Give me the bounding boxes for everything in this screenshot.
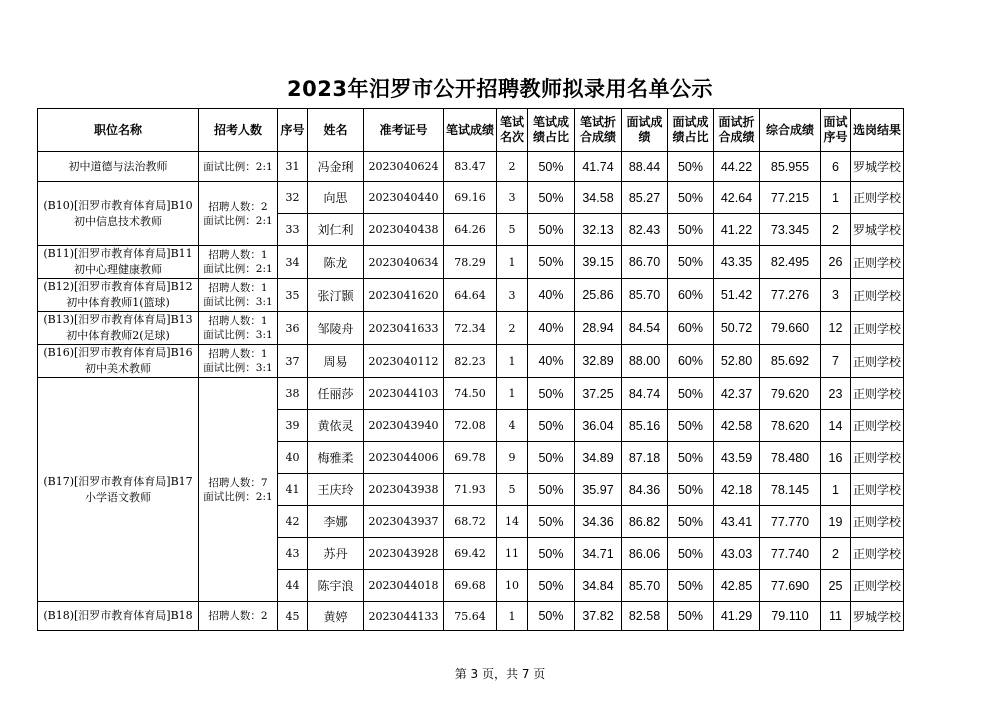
result-cell: 正则学校 [851, 442, 904, 474]
interview-ratio-cell: 60% [668, 312, 714, 345]
written-weighted-cell: 32.89 [575, 345, 622, 378]
result-cell: 正则学校 [851, 182, 904, 214]
interview-order-cell: 26 [821, 246, 851, 279]
interview-weighted-cell: 42.85 [714, 570, 760, 602]
result-cell: 正则学校 [851, 506, 904, 538]
name-cell: 周易 [308, 345, 364, 378]
header-interview-weighted: 面试折合成绩 [714, 109, 760, 152]
written-score-cell: 69.78 [444, 442, 497, 474]
header-row [38, 109, 904, 152]
recruit-cell: 招聘人数：1 面试比例：3:1 [199, 345, 278, 378]
table-row [38, 182, 904, 214]
written-score-cell: 72.08 [444, 410, 497, 442]
header-written-weighted: 笔试折合成绩 [575, 109, 622, 152]
ticket-cell: 2023040634 [364, 246, 444, 279]
name-cell: 苏丹 [308, 538, 364, 570]
header-interview-score: 面试成绩 [622, 109, 668, 152]
interview-order-cell: 3 [821, 279, 851, 312]
header-interview-order: 面试序号 [821, 109, 851, 152]
written-score-cell: 82.23 [444, 345, 497, 378]
written-score-cell: 75.64 [444, 602, 497, 631]
no-cell: 36 [278, 312, 308, 345]
page-title: 2023年汨罗市公开招聘教师拟录用名单公示 [287, 77, 713, 101]
position-cell: (B17)[汨罗市教育体育局]B17小学语文教师 [38, 378, 199, 602]
name-cell: 黄婷 [308, 602, 364, 631]
header-result: 选岗结果 [851, 109, 904, 152]
interview-ratio-cell: 50% [668, 152, 714, 182]
interview-score-cell: 84.74 [622, 378, 668, 410]
no-cell: 39 [278, 410, 308, 442]
interview-order-cell: 14 [821, 410, 851, 442]
interview-weighted-cell: 51.42 [714, 279, 760, 312]
total-cell: 79.660 [760, 312, 821, 345]
name-cell: 向思 [308, 182, 364, 214]
interview-weighted-cell: 52.80 [714, 345, 760, 378]
written-ratio-cell: 50% [528, 506, 575, 538]
result-cell: 正则学校 [851, 410, 904, 442]
written-weighted-cell: 37.82 [575, 602, 622, 631]
ticket-cell: 2023044018 [364, 570, 444, 602]
total-cell: 77.215 [760, 182, 821, 214]
interview-score-cell: 84.36 [622, 474, 668, 506]
result-cell: 正则学校 [851, 570, 904, 602]
no-cell: 33 [278, 214, 308, 246]
header-written-score: 笔试成绩 [444, 109, 497, 152]
interview-score-cell: 85.70 [622, 279, 668, 312]
written-ratio-cell: 50% [528, 378, 575, 410]
name-cell: 刘仁利 [308, 214, 364, 246]
written-weighted-cell: 32.13 [575, 214, 622, 246]
interview-weighted-cell: 43.35 [714, 246, 760, 279]
total-cell: 77.690 [760, 570, 821, 602]
interview-weighted-cell: 43.41 [714, 506, 760, 538]
interview-score-cell: 82.43 [622, 214, 668, 246]
ticket-cell: 2023040112 [364, 345, 444, 378]
written-rank-cell: 1 [497, 378, 528, 410]
interview-weighted-cell: 43.03 [714, 538, 760, 570]
no-cell: 43 [278, 538, 308, 570]
written-ratio-cell: 50% [528, 182, 575, 214]
total-cell: 78.620 [760, 410, 821, 442]
total-cell: 73.345 [760, 214, 821, 246]
written-ratio-cell: 50% [528, 152, 575, 182]
result-cell: 罗城学校 [851, 602, 904, 631]
header-no: 序号 [278, 109, 308, 152]
written-weighted-cell: 34.89 [575, 442, 622, 474]
interview-weighted-cell: 42.37 [714, 378, 760, 410]
interview-weighted-cell: 43.59 [714, 442, 760, 474]
interview-order-cell: 25 [821, 570, 851, 602]
name-cell: 任丽莎 [308, 378, 364, 410]
interview-ratio-cell: 50% [668, 442, 714, 474]
recruit-cell: 招聘人数：1 面试比例：3:1 [199, 279, 278, 312]
header-interview-ratio: 面试成绩占比 [668, 109, 714, 152]
interview-ratio-cell: 60% [668, 345, 714, 378]
total-cell: 77.276 [760, 279, 821, 312]
header-written-ratio: 笔试成绩占比 [528, 109, 575, 152]
interview-weighted-cell: 42.64 [714, 182, 760, 214]
interview-ratio-cell: 50% [668, 602, 714, 631]
result-cell: 罗城学校 [851, 152, 904, 182]
position-cell: 初中道德与法治教师 [38, 152, 199, 182]
result-cell: 罗城学校 [851, 214, 904, 246]
total-cell: 85.692 [760, 345, 821, 378]
written-ratio-cell: 40% [528, 345, 575, 378]
interview-weighted-cell: 44.22 [714, 152, 760, 182]
written-score-cell: 71.93 [444, 474, 497, 506]
no-cell: 32 [278, 182, 308, 214]
no-cell: 31 [278, 152, 308, 182]
header-ticket: 准考证号 [364, 109, 444, 152]
written-ratio-cell: 40% [528, 312, 575, 345]
written-weighted-cell: 34.36 [575, 506, 622, 538]
written-ratio-cell: 50% [528, 442, 575, 474]
interview-order-cell: 2 [821, 538, 851, 570]
interview-ratio-cell: 50% [668, 214, 714, 246]
result-cell: 正则学校 [851, 279, 904, 312]
written-ratio-cell: 40% [528, 279, 575, 312]
interview-score-cell: 85.70 [622, 570, 668, 602]
name-cell: 梅雅柔 [308, 442, 364, 474]
results-table [37, 108, 904, 631]
interview-ratio-cell: 50% [668, 182, 714, 214]
table-row [38, 602, 904, 631]
interview-weighted-cell: 50.72 [714, 312, 760, 345]
written-rank-cell: 1 [497, 246, 528, 279]
written-ratio-cell: 50% [528, 214, 575, 246]
written-weighted-cell: 25.86 [575, 279, 622, 312]
ticket-cell: 2023043937 [364, 506, 444, 538]
position-cell: (B16)[汨罗市教育体育局]B16初中美术教师 [38, 345, 199, 378]
interview-ratio-cell: 50% [668, 506, 714, 538]
interview-score-cell: 88.00 [622, 345, 668, 378]
written-score-cell: 78.29 [444, 246, 497, 279]
no-cell: 41 [278, 474, 308, 506]
no-cell: 38 [278, 378, 308, 410]
interview-ratio-cell: 50% [668, 246, 714, 279]
interview-score-cell: 86.82 [622, 506, 668, 538]
header-written-rank: 笔试名次 [497, 109, 528, 152]
table-row [38, 246, 904, 279]
written-score-cell: 72.34 [444, 312, 497, 345]
ticket-cell: 2023044133 [364, 602, 444, 631]
interview-order-cell: 19 [821, 506, 851, 538]
ticket-cell: 2023043940 [364, 410, 444, 442]
interview-ratio-cell: 60% [668, 279, 714, 312]
interview-weighted-cell: 42.18 [714, 474, 760, 506]
interview-weighted-cell: 41.22 [714, 214, 760, 246]
written-weighted-cell: 28.94 [575, 312, 622, 345]
written-weighted-cell: 39.15 [575, 246, 622, 279]
header-total: 综合成绩 [760, 109, 821, 152]
table-row [38, 378, 904, 410]
ticket-cell: 2023040438 [364, 214, 444, 246]
written-weighted-cell: 34.58 [575, 182, 622, 214]
written-weighted-cell: 35.97 [575, 474, 622, 506]
result-cell: 正则学校 [851, 378, 904, 410]
interview-ratio-cell: 50% [668, 378, 714, 410]
written-score-cell: 68.72 [444, 506, 497, 538]
interview-score-cell: 86.70 [622, 246, 668, 279]
interview-ratio-cell: 50% [668, 538, 714, 570]
interview-order-cell: 11 [821, 602, 851, 631]
written-score-cell: 69.68 [444, 570, 497, 602]
total-cell: 78.480 [760, 442, 821, 474]
interview-score-cell: 84.54 [622, 312, 668, 345]
written-ratio-cell: 50% [528, 602, 575, 631]
result-cell: 正则学校 [851, 474, 904, 506]
written-score-cell: 64.64 [444, 279, 497, 312]
total-cell: 77.740 [760, 538, 821, 570]
name-cell: 邹陵舟 [308, 312, 364, 345]
written-weighted-cell: 37.25 [575, 378, 622, 410]
interview-ratio-cell: 50% [668, 570, 714, 602]
interview-weighted-cell: 42.58 [714, 410, 760, 442]
written-ratio-cell: 50% [528, 410, 575, 442]
no-cell: 45 [278, 602, 308, 631]
interview-score-cell: 88.44 [622, 152, 668, 182]
written-weighted-cell: 34.84 [575, 570, 622, 602]
written-score-cell: 74.50 [444, 378, 497, 410]
written-rank-cell: 1 [497, 345, 528, 378]
name-cell: 陈龙 [308, 246, 364, 279]
written-weighted-cell: 41.74 [575, 152, 622, 182]
interview-order-cell: 1 [821, 474, 851, 506]
ticket-cell: 2023041620 [364, 279, 444, 312]
position-cell: (B12)[汨罗市教育体育局]B12初中体育教师1(篮球) [38, 279, 199, 312]
written-rank-cell: 5 [497, 474, 528, 506]
written-rank-cell: 1 [497, 602, 528, 631]
table-row [38, 279, 904, 312]
table-row [38, 152, 904, 182]
ticket-cell: 2023041633 [364, 312, 444, 345]
interview-score-cell: 82.58 [622, 602, 668, 631]
ticket-cell: 2023040624 [364, 152, 444, 182]
no-cell: 35 [278, 279, 308, 312]
no-cell: 42 [278, 506, 308, 538]
written-weighted-cell: 36.04 [575, 410, 622, 442]
written-rank-cell: 5 [497, 214, 528, 246]
interview-weighted-cell: 41.29 [714, 602, 760, 631]
name-cell: 陈宇浪 [308, 570, 364, 602]
position-cell: (B18)[汨罗市教育体育局]B18 [38, 602, 199, 631]
interview-ratio-cell: 50% [668, 410, 714, 442]
total-cell: 78.145 [760, 474, 821, 506]
table-row [38, 312, 904, 345]
written-score-cell: 64.26 [444, 214, 497, 246]
name-cell: 王庆玲 [308, 474, 364, 506]
interview-ratio-cell: 50% [668, 474, 714, 506]
written-rank-cell: 14 [497, 506, 528, 538]
interview-order-cell: 12 [821, 312, 851, 345]
total-cell: 77.770 [760, 506, 821, 538]
written-rank-cell: 2 [497, 152, 528, 182]
interview-order-cell: 16 [821, 442, 851, 474]
interview-order-cell: 7 [821, 345, 851, 378]
header-position: 职位名称 [38, 109, 199, 152]
ticket-cell: 2023043938 [364, 474, 444, 506]
recruit-cell: 招聘人数：1 面试比例：3:1 [199, 312, 278, 345]
total-cell: 79.110 [760, 602, 821, 631]
recruit-cell: 招聘人数：7 面试比例：2:1 [199, 378, 278, 602]
written-score-cell: 83.47 [444, 152, 497, 182]
ticket-cell: 2023040440 [364, 182, 444, 214]
written-ratio-cell: 50% [528, 570, 575, 602]
header-name: 姓名 [308, 109, 364, 152]
name-cell: 黄依灵 [308, 410, 364, 442]
written-weighted-cell: 34.71 [575, 538, 622, 570]
result-cell: 正则学校 [851, 538, 904, 570]
recruit-cell: 招聘人数：1 面试比例：2:1 [199, 246, 278, 279]
interview-score-cell: 86.06 [622, 538, 668, 570]
written-rank-cell: 4 [497, 410, 528, 442]
no-cell: 37 [278, 345, 308, 378]
no-cell: 40 [278, 442, 308, 474]
interview-order-cell: 6 [821, 152, 851, 182]
written-ratio-cell: 50% [528, 538, 575, 570]
written-score-cell: 69.16 [444, 182, 497, 214]
page-footer: 第 3 页，共 7 页 [454, 667, 546, 681]
position-cell: (B13)[汨罗市教育体育局]B13初中体育教师2(足球) [38, 312, 199, 345]
total-cell: 79.620 [760, 378, 821, 410]
result-cell: 正则学校 [851, 246, 904, 279]
position-cell: (B11)[汨罗市教育体育局]B11初中心理健康教师 [38, 246, 199, 279]
recruit-cell: 面试比例：2:1 [199, 152, 278, 182]
table-row [38, 345, 904, 378]
written-rank-cell: 10 [497, 570, 528, 602]
interview-order-cell: 1 [821, 182, 851, 214]
interview-order-cell: 23 [821, 378, 851, 410]
header-recruit: 招考人数 [199, 109, 278, 152]
ticket-cell: 2023043928 [364, 538, 444, 570]
no-cell: 44 [278, 570, 308, 602]
written-rank-cell: 3 [497, 182, 528, 214]
position-cell: (B10)[汨罗市教育体育局]B10初中信息技术教师 [38, 182, 199, 246]
no-cell: 34 [278, 246, 308, 279]
written-ratio-cell: 50% [528, 246, 575, 279]
total-cell: 85.955 [760, 152, 821, 182]
name-cell: 张汀颢 [308, 279, 364, 312]
result-cell: 正则学校 [851, 345, 904, 378]
interview-order-cell: 2 [821, 214, 851, 246]
interview-score-cell: 87.18 [622, 442, 668, 474]
written-rank-cell: 9 [497, 442, 528, 474]
total-cell: 82.495 [760, 246, 821, 279]
interview-score-cell: 85.16 [622, 410, 668, 442]
ticket-cell: 2023044103 [364, 378, 444, 410]
written-rank-cell: 11 [497, 538, 528, 570]
ticket-cell: 2023044006 [364, 442, 444, 474]
recruit-cell: 招聘人数：2 [199, 602, 278, 631]
written-score-cell: 69.42 [444, 538, 497, 570]
interview-score-cell: 85.27 [622, 182, 668, 214]
recruit-cell: 招聘人数：2 面试比例：2:1 [199, 182, 278, 246]
name-cell: 冯金琍 [308, 152, 364, 182]
name-cell: 李娜 [308, 506, 364, 538]
written-rank-cell: 2 [497, 312, 528, 345]
written-ratio-cell: 50% [528, 474, 575, 506]
written-rank-cell: 3 [497, 279, 528, 312]
result-cell: 正则学校 [851, 312, 904, 345]
